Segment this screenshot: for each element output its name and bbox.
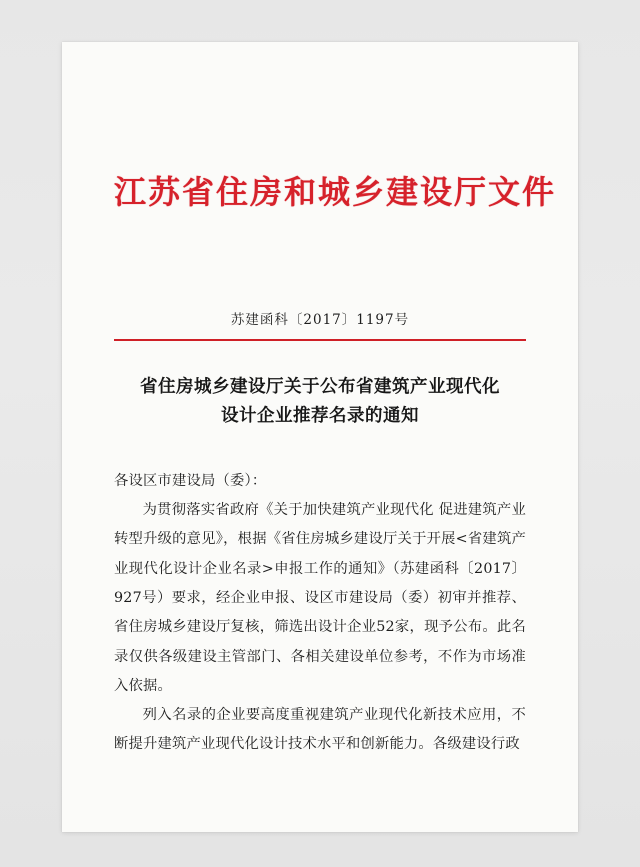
document-paragraph-1: 为贯彻落实省政府《关于加快建筑产业现代化 促进建筑产业转型升级的意见》，根据《省住房城乡建设厅关于开展<省建筑产业现代化设计企业名录>申报工作的通知》（苏建函科〔2017〕927号）要求，经企业申报、设区市建设局（委）初审并推荐、省住房城乡建设厅复核，筛选出设计企业52家，现予公布。此名录仅供各级建设主管部门、各相关建设单位参考，不作为市场准入依据。 — [114, 502, 526, 694]
red-divider-rule — [114, 339, 526, 341]
document-heading — [114, 373, 526, 431]
document-content — [62, 42, 578, 832]
document-org-title: 江苏省住房和城乡建设厅文件 — [114, 173, 557, 211]
document-paragraph-2: 列入名录的企业要高度重视建筑产业现代化新技术应用，不断提升建筑产业现代化设计技术水平和创新能力。各级建设行政 — [114, 707, 526, 753]
document-body — [114, 467, 526, 760]
document-page — [62, 42, 578, 832]
document-salutation: 各设区市建设局（委）： — [114, 472, 267, 489]
document-number: 苏建函科〔2017〕1197号 — [230, 312, 410, 328]
document-heading-line-1: 省住房城乡建设厅关于公布省建筑产业现代化 — [140, 377, 500, 397]
document-heading-line-2: 设计企业推荐名录的通知 — [221, 405, 419, 426]
